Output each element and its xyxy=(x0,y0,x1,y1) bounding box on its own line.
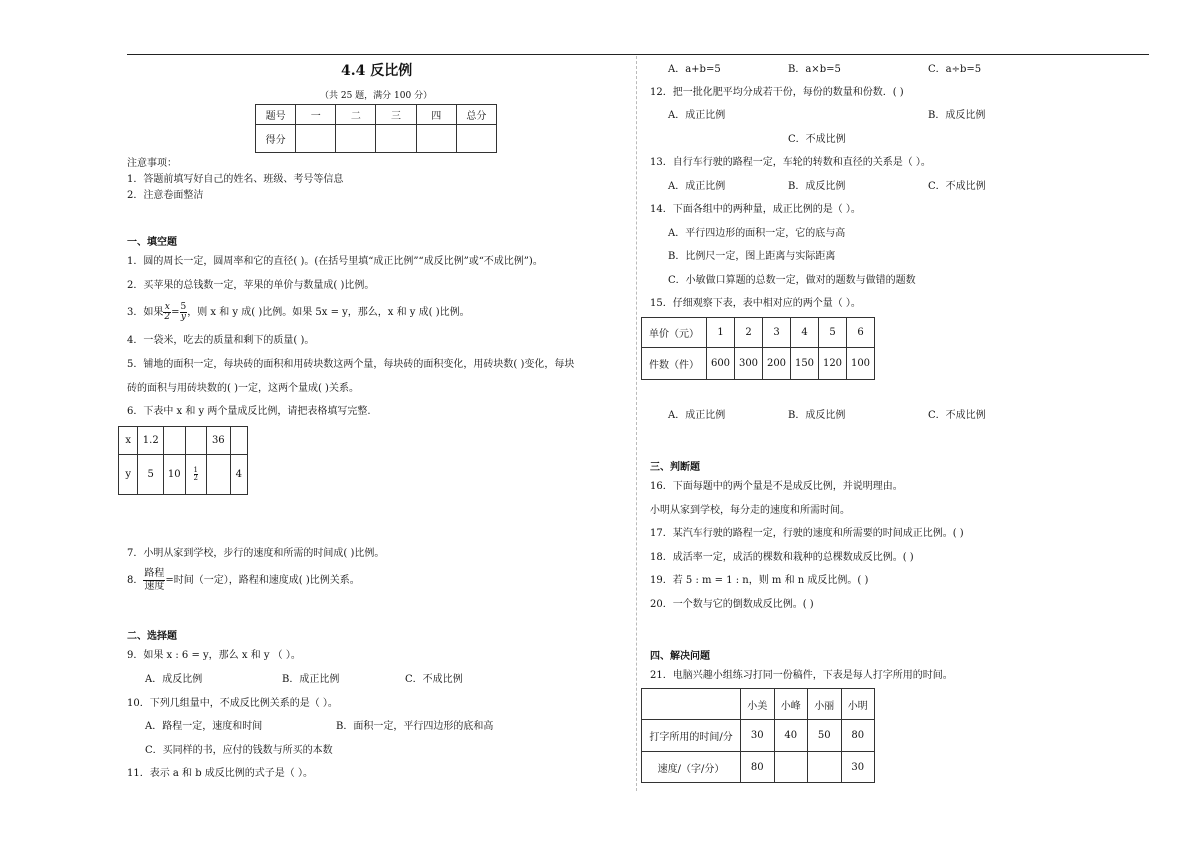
question-1: 1．圆的周长一定，圆周率和它的直径( )。(在括号里填“成正比例”“成反比例”或“不成比例”)。 xyxy=(127,256,543,267)
q11-option-c[interactable]: C．a÷b=5 xyxy=(928,64,982,75)
q13-option-b[interactable]: B．成反比例 xyxy=(788,181,846,192)
q21-cell: 速度/（字/分） xyxy=(642,752,741,783)
q15-option-c[interactable]: C．不成比例 xyxy=(928,410,986,421)
q10-option-c[interactable]: C．买同样的书，应付的钱数与所买的本数 xyxy=(145,745,333,756)
score-header-cell: 题号 xyxy=(256,105,296,125)
score-cell[interactable] xyxy=(296,125,336,153)
q6-table xyxy=(118,426,248,495)
section-heading-solve: 四、解决问题 xyxy=(650,651,710,662)
q15-cell: 100 xyxy=(847,348,875,380)
question-7: 7．小明从家到学校，步行的速度和所需的时间成( )比例。 xyxy=(127,548,385,559)
q6-cell: 5 xyxy=(138,455,164,495)
score-row-label: 得分 xyxy=(256,125,296,153)
q21-cell: 小美 xyxy=(741,689,774,720)
q21-cell: 打字所用的时间/分 xyxy=(642,720,741,752)
question-8-prefix: 8． xyxy=(127,575,144,586)
fraction-distance-over-speed: $\frac{\text{路程}}{\text{速度}}$ xyxy=(144,568,165,592)
question-16-sub: 小明从家到学校，每分走的速度和所需时间。 xyxy=(650,505,850,516)
q15-table xyxy=(641,317,875,380)
page-subtitle: （共 25 题，满分 100 分） xyxy=(320,91,433,101)
section-heading-choice: 二、选择题 xyxy=(127,631,177,642)
q15-cell: 1 xyxy=(707,318,735,348)
question-3 xyxy=(127,301,470,325)
question-3-rest: ，则 x 和 y 成( )比例。如果 5x = y，那么，x 和 y 成( )比例。 xyxy=(187,307,470,318)
q10-option-b[interactable]: B．面积一定，平行四边形的底和高 xyxy=(336,721,494,732)
q9-option-b[interactable]: B．成正比例 xyxy=(282,674,340,685)
q12-option-b[interactable]: B．成反比例 xyxy=(928,110,986,121)
q15-cell: 300 xyxy=(735,348,763,380)
question-15: 15．仔细观察下表，表中相对应的两个量（ ）。 xyxy=(650,298,861,309)
q6-cell: 10 xyxy=(164,455,186,495)
q15-cell: 6 xyxy=(847,318,875,348)
q21-cell: 小明 xyxy=(841,689,875,720)
score-cell[interactable] xyxy=(456,125,496,153)
score-cell[interactable] xyxy=(336,125,376,153)
q21-cell xyxy=(642,689,741,720)
q13-option-a[interactable]: A．成正比例 xyxy=(668,181,726,192)
score-header-cell: 总分 xyxy=(456,105,496,125)
q21-cell: 30 xyxy=(841,752,875,783)
q6-cell[interactable] xyxy=(185,427,207,455)
q15-cell: 120 xyxy=(819,348,847,380)
question-16: 16．下面每题中的两个量是不是成反比例，并说明理由。 xyxy=(650,481,903,492)
q11-option-b[interactable]: B．a×b=5 xyxy=(788,64,841,75)
score-header-cell: 一 xyxy=(296,105,336,125)
q15-cell: 2 xyxy=(735,318,763,348)
question-4: 4．一袋米，吃去的质量和剩下的质量( )。 xyxy=(127,335,315,346)
question-8-rest: =时间（一定），路程和速度成( )比例关系。 xyxy=(165,575,360,586)
top-rule xyxy=(127,54,1149,55)
q13-option-c[interactable]: C．不成比例 xyxy=(928,181,986,192)
q6-cell: y xyxy=(119,455,138,495)
q6-cell[interactable] xyxy=(164,427,186,455)
q21-cell: 50 xyxy=(808,720,841,752)
q15-option-b[interactable]: B．成反比例 xyxy=(788,410,846,421)
notes-heading: 注意事项： xyxy=(127,158,177,169)
question-17: 17．某汽车行驶的路程一定，行驶的速度和所需要的时间成正比例。( ) xyxy=(650,528,964,539)
column-divider xyxy=(636,56,637,791)
note-item: 1．答题前填写好自己的姓名、班级、考号等信息 xyxy=(127,174,344,185)
q15-cell: 200 xyxy=(763,348,791,380)
page-title: 4.4 反比例 xyxy=(341,63,413,79)
question-12: 12．把一批化肥平均分成若干份，每份的数量和份数．( ) xyxy=(650,87,904,98)
q15-cell: 单价（元） xyxy=(642,318,707,348)
q21-cell: 40 xyxy=(774,720,807,752)
question-8 xyxy=(127,568,360,594)
q9-option-c[interactable]: C．不成比例 xyxy=(405,674,463,685)
score-header-cell: 三 xyxy=(376,105,416,125)
section-heading-fill: 一、填空题 xyxy=(127,237,177,248)
question-20: 20．一个数与它的倒数成反比例。( ) xyxy=(650,599,814,610)
question-21: 21．电脑兴趣小组练习打同一份稿件，下表是每人打字所用的时间。 xyxy=(650,670,953,681)
q6-cell[interactable] xyxy=(207,455,231,495)
score-table xyxy=(255,104,497,153)
question-5-line1: 5．铺地的面积一定，每块砖的面积和用砖块数这两个量，每块砖的面积变化，用砖块数( )变化，每块 xyxy=(127,359,575,370)
q6-cell: x xyxy=(119,427,138,455)
q15-cell: 5 xyxy=(819,318,847,348)
section-heading-judge: 三、判断题 xyxy=(650,462,700,473)
q21-cell: 80 xyxy=(741,752,774,783)
q12-option-c[interactable]: C．不成比例 xyxy=(788,134,846,145)
score-header-cell: 四 xyxy=(416,105,456,125)
q21-table xyxy=(641,688,875,783)
q6-cell: 1.2 xyxy=(138,427,164,455)
q15-cell: 3 xyxy=(763,318,791,348)
q14-option-c[interactable]: C．小敏做口算题的总数一定，做对的题数与做错的题数 xyxy=(668,275,916,286)
q15-option-a[interactable]: A．成正比例 xyxy=(668,410,726,421)
q14-option-b[interactable]: B．比例尺一定，图上距离与实际距离 xyxy=(668,251,836,262)
q21-cell: 80 xyxy=(841,720,875,752)
question-3-prefix: 3．如果 xyxy=(127,307,164,318)
q12-option-a[interactable]: A．成正比例 xyxy=(668,110,726,121)
q21-cell: 小丽 xyxy=(808,689,841,720)
question-9: 9．如果 x : 6 = y，那么 x 和 y （ ）。 xyxy=(127,650,301,661)
q6-cell: 36 xyxy=(207,427,231,455)
q10-option-a[interactable]: A．路程一定，速度和时间 xyxy=(145,721,263,732)
question-19: 19．若 5 : m = 1 : n，则 m 和 n 成反比例。( ) xyxy=(650,575,869,586)
equals-sign: = xyxy=(171,307,180,318)
note-item: 2．注意卷面整洁 xyxy=(127,190,204,201)
q9-option-a[interactable]: A．成反比例 xyxy=(145,674,203,685)
q6-cell-half: $\frac{1}{2}$ xyxy=(185,455,207,495)
fraction-5-over-y: $\frac{5}{y}$ xyxy=(180,302,187,322)
score-header-cell: 二 xyxy=(336,105,376,125)
q21-cell: 30 xyxy=(741,720,774,752)
question-5-line2: 砖的面积与用砖块数的( )一定，这两个量成( )关系。 xyxy=(127,383,359,394)
question-6: 6．下表中 x 和 y 两个量成反比例，请把表格填写完整. xyxy=(127,406,371,417)
q21-cell: 小峰 xyxy=(774,689,807,720)
q21-cell[interactable] xyxy=(808,752,841,783)
q14-option-a[interactable]: A．平行四边形的面积一定，它的底与高 xyxy=(668,228,846,239)
q15-cell: 4 xyxy=(791,318,819,348)
question-2: 2．买苹果的总钱数一定，苹果的单价与数量成( )比例。 xyxy=(127,280,375,291)
question-13: 13．自行车行驶的路程一定，车轮的转数和直径的关系是（ ）。 xyxy=(650,157,931,168)
q15-cell: 150 xyxy=(791,348,819,380)
q15-cell: 件数（件） xyxy=(642,348,707,380)
q15-cell: 600 xyxy=(707,348,735,380)
score-cell[interactable] xyxy=(416,125,456,153)
q11-option-a[interactable]: A．a+b=5 xyxy=(668,64,721,75)
q6-cell: 4 xyxy=(230,455,247,495)
question-18: 18．成活率一定，成活的棵数和栽种的总棵数成反比例。( ) xyxy=(650,552,914,563)
q6-cell[interactable] xyxy=(230,427,247,455)
question-11: 11．表示 a 和 b 成反比例的式子是（ ）。 xyxy=(127,768,313,779)
fraction-x-over-2: $\frac{x}{2}$ xyxy=(164,302,171,322)
score-cell[interactable] xyxy=(376,125,416,153)
question-10: 10．下列几组量中，不成反比例关系的是（ ）。 xyxy=(127,698,338,709)
q21-cell[interactable] xyxy=(774,752,807,783)
question-14: 14．下面各组中的两种量，成正比例的是（ ）。 xyxy=(650,204,861,215)
